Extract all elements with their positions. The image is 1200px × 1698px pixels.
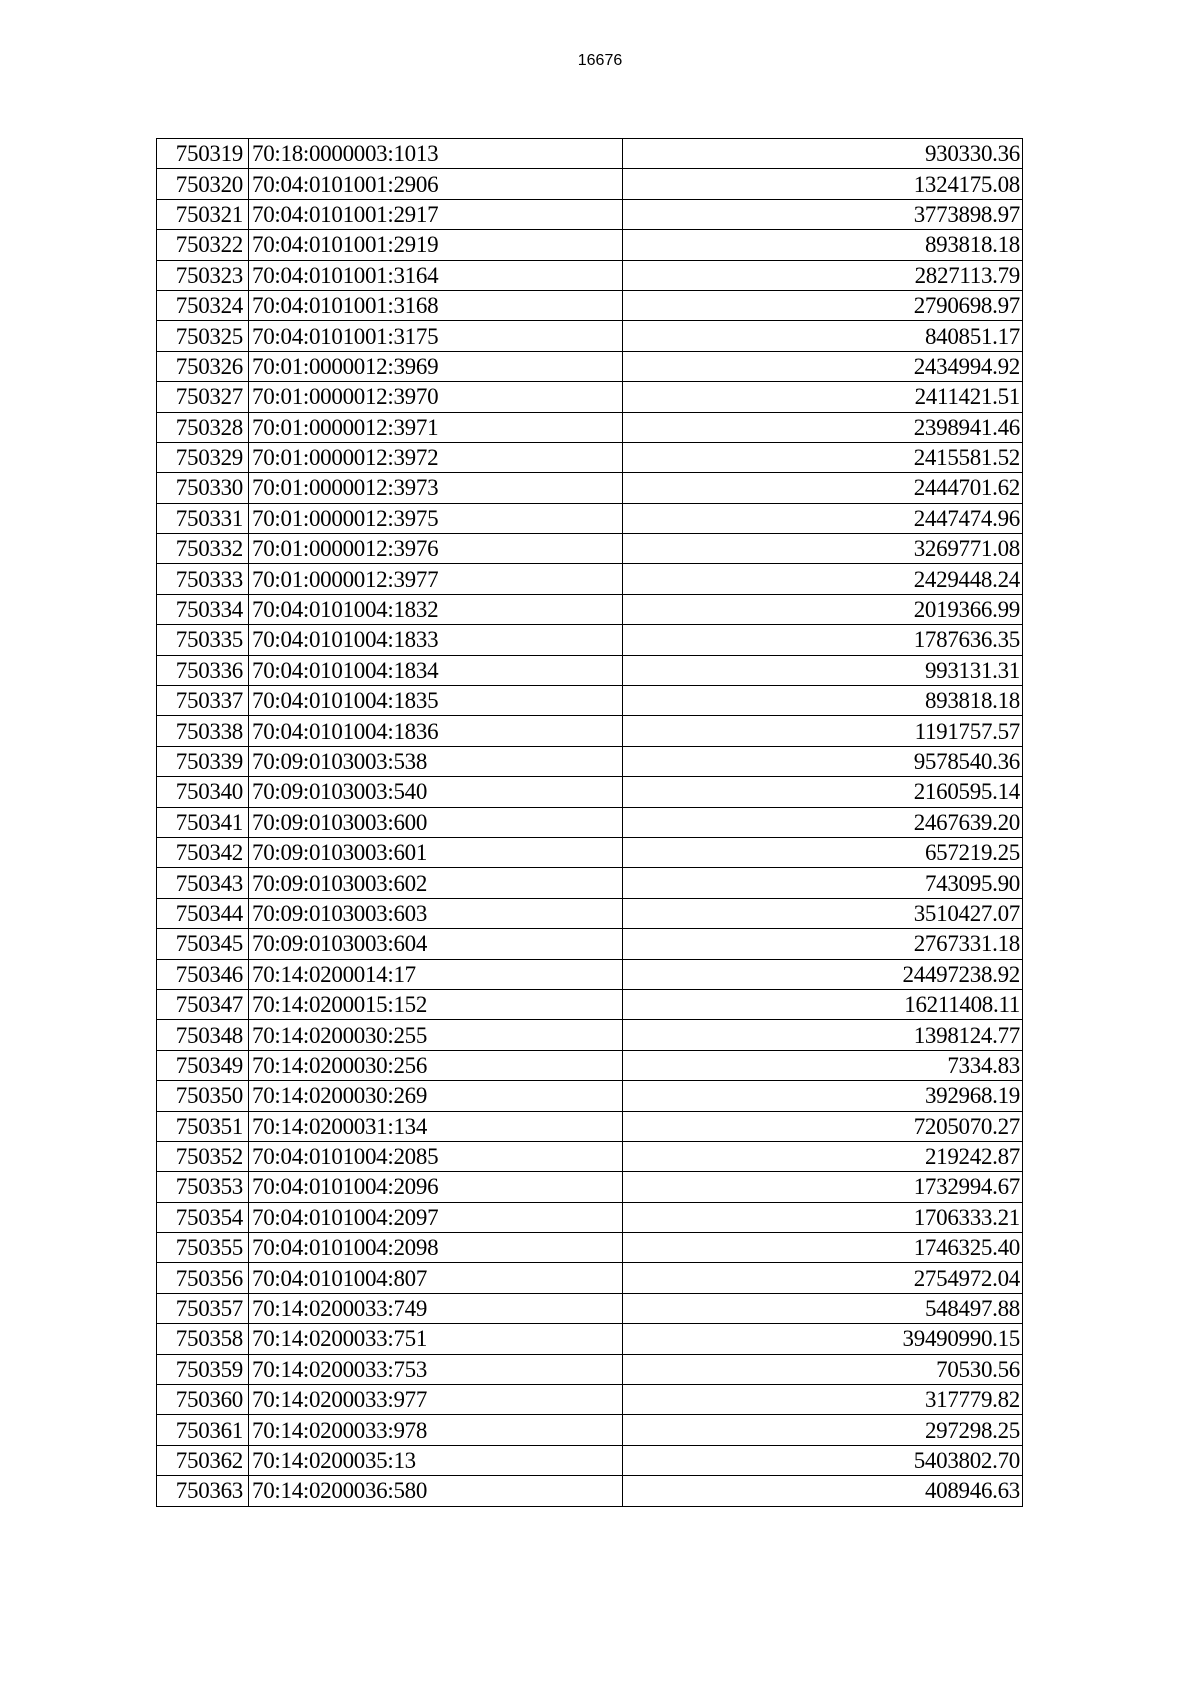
value-cell: 2411421.51 [623,382,1023,412]
cadastral-number-cell: 70:14:0200033:751 [249,1324,623,1354]
cadastral-number-cell: 70:18:0000003:1013 [249,139,623,169]
row-id-cell: 750325 [157,321,249,351]
cadastral-number-cell: 70:04:0101001:3164 [249,260,623,290]
cadastral-number-cell: 70:09:0103003:600 [249,807,623,837]
cadastral-number-cell: 70:01:0000012:3975 [249,503,623,533]
row-id-cell: 750363 [157,1476,249,1506]
table-row [157,989,1023,1019]
cadastral-number-cell: 70:04:0101001:2919 [249,230,623,260]
value-cell: 548497.88 [623,1293,1023,1323]
document-table-container [156,138,1023,1507]
cadastral-number-cell: 70:04:0101004:1833 [249,625,623,655]
table-row [157,1233,1023,1263]
table-row [157,260,1023,290]
value-cell: 1398124.77 [623,1020,1023,1050]
row-id-cell: 750344 [157,898,249,928]
value-cell: 3773898.97 [623,199,1023,229]
cadastral-number-cell: 70:01:0000012:3976 [249,534,623,564]
row-id-cell: 750332 [157,534,249,564]
table-row [157,1415,1023,1445]
value-cell: 39490990.15 [623,1324,1023,1354]
cadastral-number-cell: 70:14:0200031:134 [249,1111,623,1141]
table-row [157,1202,1023,1232]
row-id-cell: 750341 [157,807,249,837]
table-row [157,564,1023,594]
table-row [157,625,1023,655]
row-id-cell: 750323 [157,260,249,290]
cadastral-number-cell: 70:04:0101004:1834 [249,655,623,685]
table-row [157,290,1023,320]
value-cell: 7205070.27 [623,1111,1023,1141]
table-row [157,1141,1023,1171]
row-id-cell: 750358 [157,1324,249,1354]
cadastral-number-cell: 70:01:0000012:3971 [249,412,623,442]
row-id-cell: 750361 [157,1415,249,1445]
value-cell: 2398941.46 [623,412,1023,442]
row-id-cell: 750333 [157,564,249,594]
row-id-cell: 750353 [157,1172,249,1202]
table-row [157,1111,1023,1141]
table-row [157,1445,1023,1475]
table-row [157,837,1023,867]
cadastral-number-cell: 70:09:0103003:601 [249,837,623,867]
value-cell: 24497238.92 [623,959,1023,989]
value-cell: 2447474.96 [623,503,1023,533]
value-cell: 70530.56 [623,1354,1023,1384]
cadastral-number-cell: 70:09:0103003:540 [249,777,623,807]
value-cell: 7334.83 [623,1050,1023,1080]
value-cell: 9578540.36 [623,746,1023,776]
cadastral-number-cell: 70:04:0101004:1836 [249,716,623,746]
row-id-cell: 750338 [157,716,249,746]
value-cell: 16211408.11 [623,989,1023,1019]
table-row [157,1172,1023,1202]
row-id-cell: 750339 [157,746,249,776]
cadastral-number-cell: 70:14:0200033:753 [249,1354,623,1384]
row-id-cell: 750343 [157,868,249,898]
table-row [157,1324,1023,1354]
cadastral-number-cell: 70:14:0200033:977 [249,1385,623,1415]
row-id-cell: 750330 [157,473,249,503]
table-row [157,1263,1023,1293]
table-row [157,807,1023,837]
cadastral-number-cell: 70:04:0101004:807 [249,1263,623,1293]
row-id-cell: 750322 [157,230,249,260]
value-cell: 840851.17 [623,321,1023,351]
table-row [157,686,1023,716]
cadastral-number-cell: 70:14:0200033:978 [249,1415,623,1445]
table-row [157,1050,1023,1080]
value-cell: 657219.25 [623,837,1023,867]
row-id-cell: 750329 [157,442,249,472]
table-row [157,1020,1023,1050]
value-cell: 893818.18 [623,230,1023,260]
cadastral-value-table [156,138,1023,1507]
table-row [157,442,1023,472]
cadastral-number-cell: 70:09:0103003:603 [249,898,623,928]
table-row [157,594,1023,624]
value-cell: 317779.82 [623,1385,1023,1415]
table-row [157,959,1023,989]
table-row [157,473,1023,503]
row-id-cell: 750340 [157,777,249,807]
cadastral-number-cell: 70:09:0103003:604 [249,929,623,959]
row-id-cell: 750355 [157,1233,249,1263]
table-row [157,503,1023,533]
table-row [157,534,1023,564]
value-cell: 3510427.07 [623,898,1023,928]
cadastral-number-cell: 70:14:0200015:152 [249,989,623,1019]
value-cell: 1324175.08 [623,169,1023,199]
row-id-cell: 750357 [157,1293,249,1323]
row-id-cell: 750336 [157,655,249,685]
value-cell: 3269771.08 [623,534,1023,564]
value-cell: 930330.36 [623,139,1023,169]
value-cell: 2019366.99 [623,594,1023,624]
cadastral-number-cell: 70:14:0200030:269 [249,1081,623,1111]
value-cell: 2429448.24 [623,564,1023,594]
row-id-cell: 750335 [157,625,249,655]
cadastral-number-cell: 70:01:0000012:3973 [249,473,623,503]
value-cell: 5403802.70 [623,1445,1023,1475]
cadastral-number-cell: 70:14:0200036:580 [249,1476,623,1506]
cadastral-number-cell: 70:14:0200030:256 [249,1050,623,1080]
cadastral-number-cell: 70:04:0101001:3168 [249,290,623,320]
value-cell: 297298.25 [623,1415,1023,1445]
table-row [157,1081,1023,1111]
cadastral-number-cell: 70:04:0101001:3175 [249,321,623,351]
cadastral-number-cell: 70:09:0103003:602 [249,868,623,898]
row-id-cell: 750354 [157,1202,249,1232]
row-id-cell: 750360 [157,1385,249,1415]
row-id-cell: 750319 [157,139,249,169]
table-row [157,746,1023,776]
value-cell: 1746325.40 [623,1233,1023,1263]
table-row [157,199,1023,229]
row-id-cell: 750359 [157,1354,249,1384]
row-id-cell: 750349 [157,1050,249,1080]
cadastral-number-cell: 70:14:0200033:749 [249,1293,623,1323]
row-id-cell: 750351 [157,1111,249,1141]
value-cell: 2444701.62 [623,473,1023,503]
cadastral-number-cell: 70:04:0101004:1835 [249,686,623,716]
row-id-cell: 750346 [157,959,249,989]
table-row [157,777,1023,807]
table-row [157,898,1023,928]
page-number: 16676 [577,52,623,69]
value-cell: 2767331.18 [623,929,1023,959]
table-row [157,929,1023,959]
cadastral-number-cell: 70:01:0000012:3972 [249,442,623,472]
cadastral-number-cell: 70:04:0101001:2917 [249,199,623,229]
row-id-cell: 750337 [157,686,249,716]
row-id-cell: 750334 [157,594,249,624]
value-cell: 2790698.97 [623,290,1023,320]
table-row [157,1293,1023,1323]
value-cell: 2467639.20 [623,807,1023,837]
value-cell: 993131.31 [623,655,1023,685]
row-id-cell: 750328 [157,412,249,442]
table-row [157,382,1023,412]
table-row [157,1385,1023,1415]
row-id-cell: 750324 [157,290,249,320]
table-row [157,139,1023,169]
cadastral-number-cell: 70:04:0101001:2906 [249,169,623,199]
row-id-cell: 750345 [157,929,249,959]
value-cell: 2827113.79 [623,260,1023,290]
value-cell: 893818.18 [623,686,1023,716]
table-row [157,655,1023,685]
value-cell: 2754972.04 [623,1263,1023,1293]
cadastral-number-cell: 70:04:0101004:2096 [249,1172,623,1202]
table-row [157,716,1023,746]
row-id-cell: 750327 [157,382,249,412]
value-cell: 1191757.57 [623,716,1023,746]
row-id-cell: 750331 [157,503,249,533]
value-cell: 2415581.52 [623,442,1023,472]
cadastral-number-cell: 70:14:0200014:17 [249,959,623,989]
value-cell: 408946.63 [623,1476,1023,1506]
cadastral-number-cell: 70:09:0103003:538 [249,746,623,776]
row-id-cell: 750362 [157,1445,249,1475]
table-row [157,321,1023,351]
row-id-cell: 750326 [157,351,249,381]
row-id-cell: 750342 [157,837,249,867]
row-id-cell: 750347 [157,989,249,1019]
cadastral-number-cell: 70:04:0101004:1832 [249,594,623,624]
value-cell: 1787636.35 [623,625,1023,655]
value-cell: 2160595.14 [623,777,1023,807]
cadastral-number-cell: 70:04:0101004:2085 [249,1141,623,1171]
cadastral-number-cell: 70:01:0000012:3969 [249,351,623,381]
table-row [157,230,1023,260]
table-row [157,169,1023,199]
cadastral-number-cell: 70:14:0200030:255 [249,1020,623,1050]
cadastral-number-cell: 70:14:0200035:13 [249,1445,623,1475]
row-id-cell: 750352 [157,1141,249,1171]
value-cell: 743095.90 [623,868,1023,898]
value-cell: 1732994.67 [623,1172,1023,1202]
row-id-cell: 750356 [157,1263,249,1293]
row-id-cell: 750320 [157,169,249,199]
row-id-cell: 750348 [157,1020,249,1050]
cadastral-number-cell: 70:04:0101004:2097 [249,1202,623,1232]
value-cell: 2434994.92 [623,351,1023,381]
table-row [157,1476,1023,1506]
table-body [157,139,1023,1507]
row-id-cell: 750350 [157,1081,249,1111]
cadastral-number-cell: 70:01:0000012:3970 [249,382,623,412]
table-row [157,412,1023,442]
value-cell: 219242.87 [623,1141,1023,1171]
cadastral-number-cell: 70:01:0000012:3977 [249,564,623,594]
value-cell: 392968.19 [623,1081,1023,1111]
table-row [157,1354,1023,1384]
cadastral-number-cell: 70:04:0101004:2098 [249,1233,623,1263]
row-id-cell: 750321 [157,199,249,229]
table-row [157,351,1023,381]
value-cell: 1706333.21 [623,1202,1023,1232]
table-row [157,868,1023,898]
